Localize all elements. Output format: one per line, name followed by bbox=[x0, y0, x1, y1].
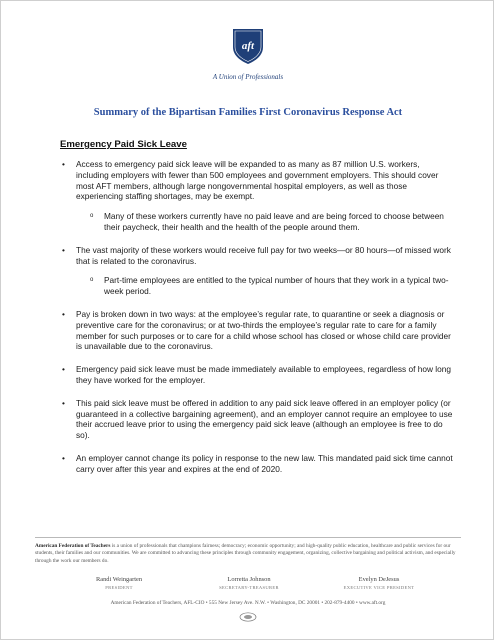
bullet-item bbox=[62, 309, 454, 352]
officer-name: Lorretta Johnson bbox=[227, 576, 271, 583]
document-title: Summary of the Bipartisan Families First Coronavirus Response Act bbox=[93, 107, 403, 118]
bullet-list bbox=[62, 159, 454, 487]
bullet-text: The vast majority of these workers would receive full pay for two weeks—or 80 hours—of missed work that is related to the coronavirus. bbox=[76, 244, 451, 266]
section-heading: Emergency Paid Sick Leave bbox=[60, 139, 187, 150]
bullet-dot: • bbox=[62, 364, 65, 375]
officer-name: Randi Weingarten bbox=[95, 576, 143, 583]
bullet-dot: • bbox=[62, 308, 65, 319]
officer-name: Evelyn DeJesus bbox=[358, 576, 400, 583]
bullet-dot: • bbox=[62, 452, 65, 463]
svg-text:aft: aft bbox=[241, 40, 255, 52]
footer-address: American Federation of Teachers, AFL-CIO • 555 New Jersey Ave. N.W. • Washington, DC 20001 • 202-879-4400 • www.aft.org bbox=[110, 600, 386, 606]
bullet-text: Pay is broken down in two ways: at the employee’s regular rate, to quarantine or seek a diagnosis or preventive care for the coronavirus; or at two-thirds the employee’s regular rate to care for a family member for such purposes or to care for a child whose school has closed or whose child care provider is unavailable due to the coronavirus. bbox=[76, 308, 451, 352]
sub-bullet-circle: o bbox=[90, 213, 94, 220]
bullet-dot: • bbox=[62, 244, 65, 255]
bullet-item bbox=[62, 245, 454, 297]
footer-divider bbox=[35, 537, 461, 538]
union-label-icon bbox=[239, 612, 257, 622]
bullet-item bbox=[62, 453, 454, 475]
officer-title: SECRETARY-TREASURER bbox=[219, 585, 279, 590]
bullet-dot: • bbox=[62, 397, 65, 408]
sub-bullet-item bbox=[90, 211, 454, 233]
officer bbox=[319, 576, 439, 590]
bullet-dot: • bbox=[62, 159, 65, 169]
sub-bullet-text: Many of these workers currently have no paid leave and are being forced to choose between their paycheck, their health and the health of the people around them. bbox=[104, 211, 444, 232]
sub-bullet-circle: o bbox=[90, 277, 94, 284]
aft-logo-icon bbox=[231, 27, 265, 65]
footer-org-name: American Federation of Teachers bbox=[35, 543, 111, 549]
bullet-text: This paid sick leave must be offered in addition to any paid sick leave offered in an employer policy (or guaranteed in a collective bargaining agreement), and an employer cannot require an employee to use their accrued leave prior to using the emergency paid sick leave (although an employee is free to do so). bbox=[76, 397, 453, 441]
bullet-text: Emergency paid sick leave must be made immediately available to employees, regardless of how long they have worked for the employer. bbox=[76, 364, 451, 385]
officer-title: EXECUTIVE VICE PRESIDENT bbox=[343, 585, 415, 590]
aft-logo bbox=[1, 27, 494, 65]
footer-mission bbox=[35, 543, 461, 565]
officer bbox=[189, 576, 309, 590]
sub-bullet-text: Part-time employees are entitled to the typical number of hours that they work in a typical two-week period. bbox=[104, 275, 449, 297]
bullet-text: An employer cannot change its policy in response to the new law. This mandated paid sick time cannot carry over after this year and expires at the end of 2020. bbox=[76, 452, 453, 474]
bullet-item bbox=[62, 364, 454, 386]
officers-row bbox=[59, 576, 439, 590]
officer-title: PRESIDENT bbox=[105, 585, 133, 590]
bullet-item bbox=[62, 159, 454, 233]
sub-bullet-item bbox=[90, 275, 454, 297]
officer bbox=[59, 576, 179, 590]
bullet-item bbox=[62, 398, 454, 441]
tagline: A Union of Professionals bbox=[212, 73, 284, 81]
footer-mission-text: is a union of professionals that champions fairness; democracy; economic opportunity; and high-quality public education, healthcare and public services for our students, their families and our communities. We are committed to advancing these principles through community engagement, organizing, collective bargaining and political activism, and especially through the work our members do. bbox=[35, 543, 456, 564]
bullet-text: Access to emergency paid sick leave will be expanded to as many as 87 million U.S. workers, including employers with fewer than 500 employees and government employers. This should cover most AFT members, although large nongovernmental hospital employers, as well as those experiencing staffing shortages, may be exempt. bbox=[76, 159, 439, 202]
